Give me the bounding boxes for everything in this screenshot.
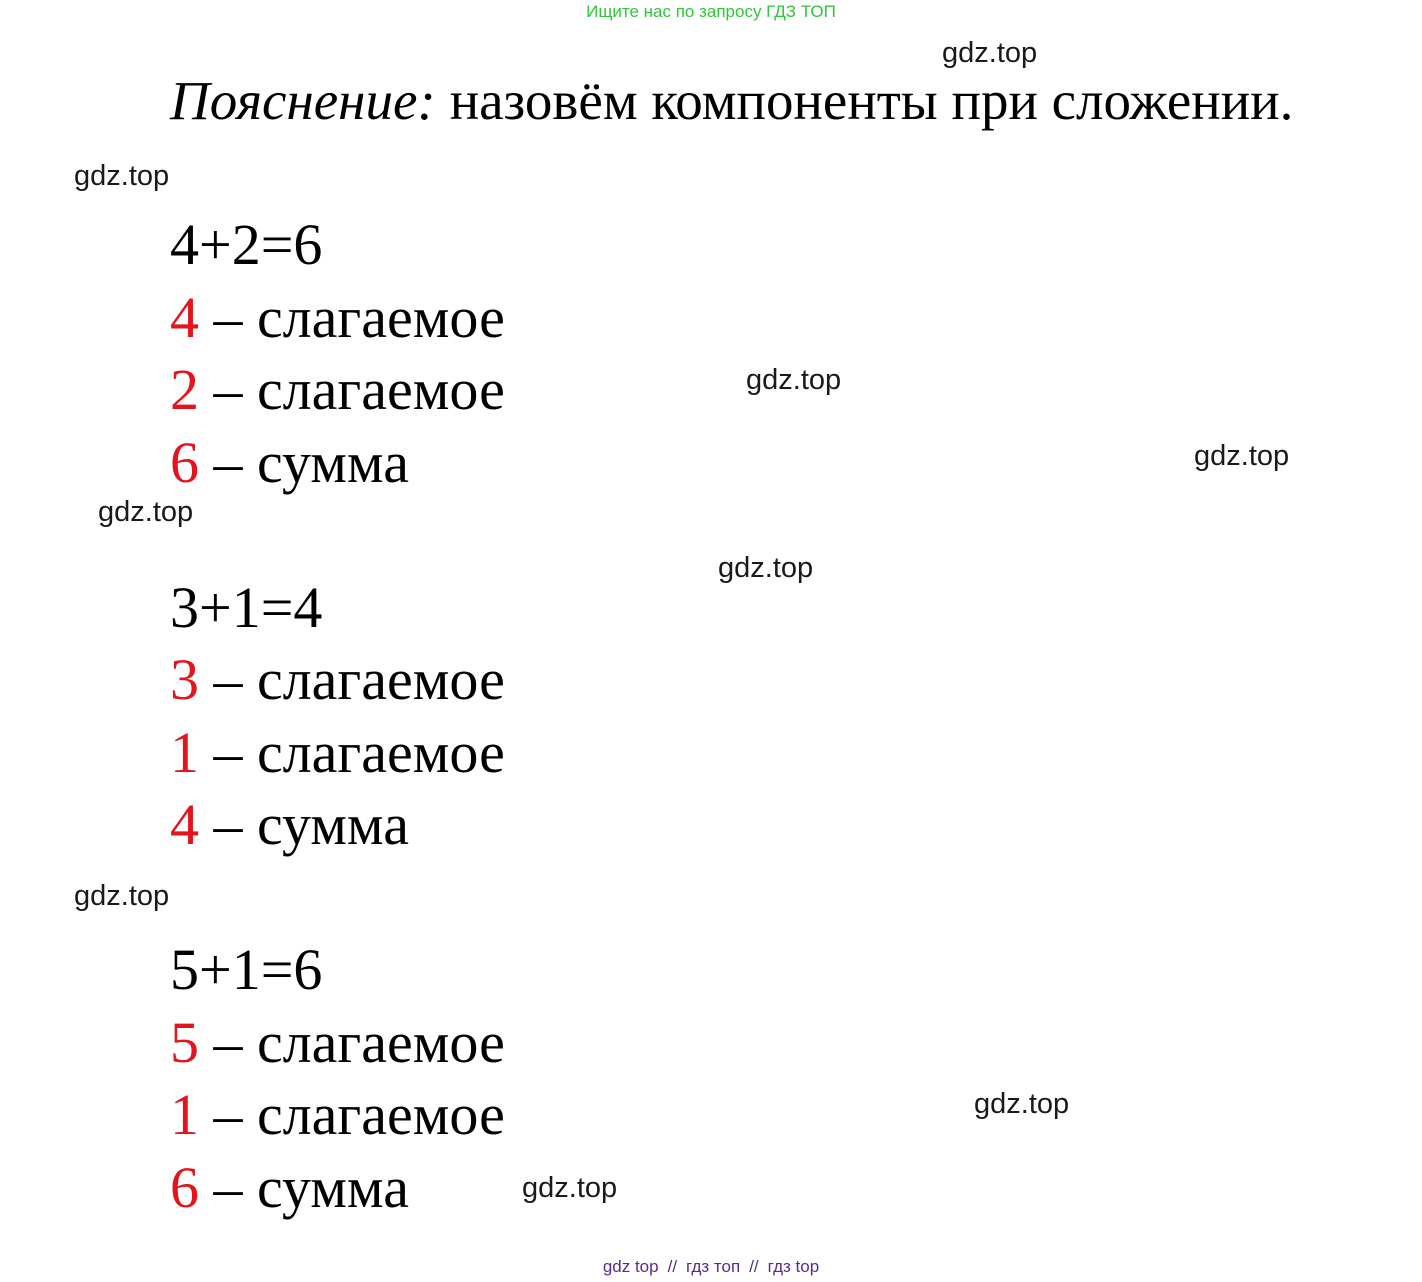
component-term: – слагаемое xyxy=(213,719,505,785)
component-term: – слагаемое xyxy=(213,1009,505,1075)
watermark: gdz.top xyxy=(746,364,842,396)
equation: 3+1=4 xyxy=(170,574,323,640)
equation: 5+1=6 xyxy=(170,937,323,1002)
component-term: – сумма xyxy=(213,1154,409,1220)
explanation-heading xyxy=(170,69,1293,133)
footer-link[interactable]: гдз топ xyxy=(686,1257,741,1276)
component-number: 4 xyxy=(170,792,199,857)
component-number: 1 xyxy=(170,1082,199,1147)
watermark: gdz.top xyxy=(522,1172,618,1204)
equation: 4+2=6 xyxy=(170,212,323,277)
watermark: gdz.top xyxy=(74,160,170,192)
watermark: gdz.top xyxy=(718,552,814,584)
component-number: 6 xyxy=(170,1154,199,1220)
explanation-label: Пояснение: xyxy=(170,70,436,131)
component-line xyxy=(170,1079,505,1152)
component-term: – слагаемое xyxy=(213,284,505,350)
component-term: – слагаемое xyxy=(213,1082,505,1147)
watermark: gdz.top xyxy=(74,880,170,912)
component-term: – слагаемое xyxy=(213,357,505,422)
watermark: gdz.top xyxy=(1194,440,1290,472)
component-line xyxy=(170,1007,505,1080)
component-number: 6 xyxy=(170,429,199,495)
component-term: – сумма xyxy=(213,429,409,495)
explanation-text: назовём компоненты при сложении. xyxy=(449,70,1294,131)
footer-link[interactable]: гдз top xyxy=(767,1257,820,1276)
component-term: – слагаемое xyxy=(213,647,505,712)
component-line xyxy=(170,282,505,355)
example-block xyxy=(170,209,505,499)
component-line xyxy=(170,717,505,790)
example-block xyxy=(170,572,505,862)
component-number: 3 xyxy=(170,647,199,712)
component-line xyxy=(170,1152,505,1225)
component-line xyxy=(170,644,505,717)
example-block xyxy=(170,934,505,1224)
component-number: 1 xyxy=(170,719,199,785)
footer-separator: // xyxy=(667,1257,678,1276)
search-notice: Ищите нас по запросу ГДЗ ТОП xyxy=(586,2,836,21)
component-term: – сумма xyxy=(213,792,409,857)
footer-link[interactable]: gdz top xyxy=(602,1257,659,1276)
component-line xyxy=(170,354,505,427)
component-number: 4 xyxy=(170,284,199,350)
component-line xyxy=(170,427,505,500)
footer-separator: // xyxy=(749,1257,759,1276)
component-line xyxy=(170,789,505,862)
component-number: 2 xyxy=(170,357,199,422)
component-number: 5 xyxy=(170,1009,199,1075)
footer-links xyxy=(0,1256,1422,1278)
watermark: gdz.top xyxy=(98,496,194,528)
watermark: gdz.top xyxy=(974,1088,1070,1120)
watermark: gdz.top xyxy=(942,37,1038,69)
